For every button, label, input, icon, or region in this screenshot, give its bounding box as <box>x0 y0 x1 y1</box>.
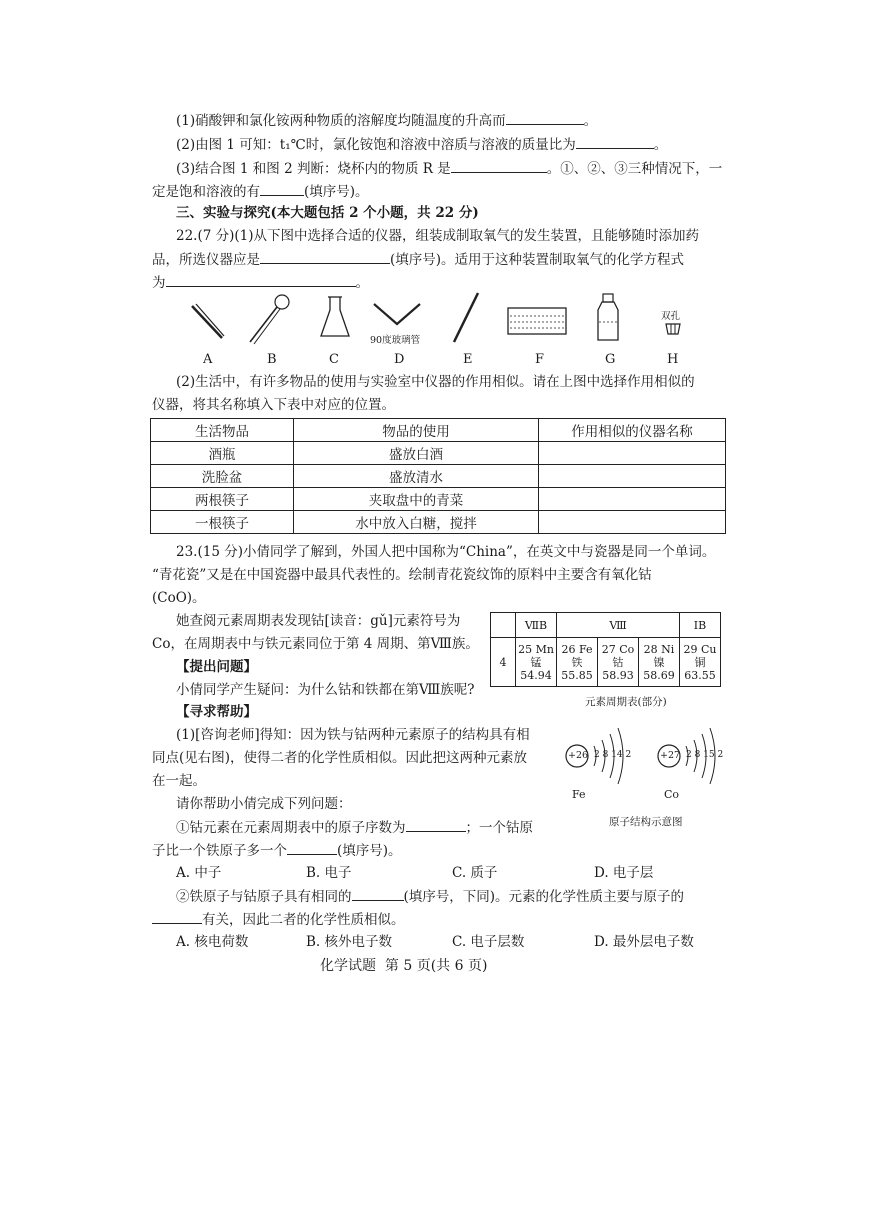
element-mass: 63.55 <box>684 668 716 682</box>
element-symbol: 25 Mn <box>518 642 554 656</box>
funnel-icon <box>246 292 294 348</box>
answer-cell[interactable] <box>539 442 726 465</box>
label-a: A <box>203 352 213 367</box>
answer-blank[interactable] <box>406 817 466 832</box>
element-cell <box>680 638 721 687</box>
element-mass: 58.69 <box>643 668 675 682</box>
table-row <box>151 442 726 465</box>
group-cell: Ⅷ <box>557 613 680 638</box>
glass-tube-label: 90度玻璃管 <box>370 335 421 346</box>
tweezers-icon <box>188 300 228 346</box>
table-header-row <box>151 419 726 442</box>
q21-text-1: (1)硝酸钾和氯化铵两种物质的溶解度均随温度的升高而 <box>176 113 506 129</box>
section-heading: 三、实验与探究(本大题包括 2 个小题，共 22 分) <box>176 205 479 221</box>
element-symbol: 29 Cu <box>683 642 717 656</box>
q23-line9: 在一起。 <box>152 773 206 789</box>
answer-blank[interactable] <box>506 110 584 125</box>
element-cell <box>598 638 639 687</box>
element-symbol: 27 Co <box>601 642 635 656</box>
stopper-label: 双孔 <box>661 311 681 322</box>
q23-text-11: ①钴元素在元素周期表中的原子序数为 <box>176 820 406 836</box>
q23-line4: 她查阅元素周期表发现钴[读音：gǔ]元素符号为 <box>176 613 461 629</box>
q21-text-3: (3)结合图 1 和图 2 判断：烧杯内的物质 R 是 <box>176 161 451 177</box>
element-name: 锰 <box>530 655 542 669</box>
glass-rod-icon <box>448 290 484 346</box>
fe-shells: 2 8 14 2 <box>594 750 632 760</box>
answer-blank[interactable] <box>287 840 337 855</box>
table-cell: 两根筷子 <box>151 488 294 511</box>
element-cell <box>516 638 557 687</box>
periodic-table-caption: 元素周期表(部分) <box>585 696 667 708</box>
items-table <box>150 418 726 534</box>
q22-line3 <box>152 272 369 293</box>
table-row <box>151 488 726 511</box>
q21-text-4: 定是饱和溶液的有 <box>152 184 260 200</box>
label-g: G <box>605 352 616 367</box>
table-header: 生活物品 <box>151 419 294 442</box>
answer-blank[interactable] <box>576 134 654 149</box>
answer-blank[interactable] <box>152 909 202 924</box>
answer-blank[interactable] <box>352 886 404 901</box>
two-hole-stopper-icon <box>664 322 682 336</box>
q22-text-2-end: (填序号)。适用于这种装置制取氧气的化学方程式 <box>390 252 685 268</box>
q22-text-3: 为 <box>152 275 166 291</box>
q23-text-14-end: 有关，因此二者的化学性质相似。 <box>202 912 405 928</box>
option-1a: A. 中子 <box>176 865 222 881</box>
answer-blank[interactable] <box>166 272 356 287</box>
co-shells: 2 8 15 2 <box>686 750 724 760</box>
q22-line1: 22.(7 分)(1)从下图中选择合适的仪器，组装成制取氧气的发生装置，且能够随时添加药 <box>176 228 700 244</box>
atom-diagram-caption: 原子结构示意图 <box>609 816 683 828</box>
table-cell: 夹取盘中的青菜 <box>294 488 539 511</box>
answer-cell[interactable] <box>539 511 726 534</box>
q22-text-3-end: 。 <box>355 275 369 291</box>
q23-line1: 23.(15 分)小倩同学了解到，外国人把中国称为“China”，在英文中与瓷器是同一个单词。 <box>176 544 716 560</box>
group-cell: ⅦB <box>516 613 557 638</box>
element-mass: 58.93 <box>602 668 634 682</box>
table-cell: 一根筷子 <box>151 511 294 534</box>
table-cell: 盛放清水 <box>294 465 539 488</box>
q23-line12 <box>152 840 402 861</box>
fe-nucleus: +26 <box>568 750 589 761</box>
page-footer: 化学试题 第 5 页(共 6 页) <box>320 958 488 974</box>
option-2c: C. 电子层数 <box>452 934 525 950</box>
conical-flask-icon <box>318 294 352 342</box>
q23-line14 <box>152 909 405 930</box>
table-cell: 酒瓶 <box>151 442 294 465</box>
q23-text-11-end: ；一个钴原 <box>465 820 533 836</box>
option-1d: D. 电子层 <box>594 865 654 881</box>
q23-line11 <box>176 817 533 838</box>
element-name: 铜 <box>694 655 706 669</box>
label-c: C <box>329 352 339 367</box>
table-row <box>151 465 726 488</box>
element-row <box>491 638 721 687</box>
water-trough-icon <box>506 306 568 336</box>
answer-blank[interactable] <box>451 158 547 173</box>
q23-line2: “青花瓷”又是在中国瓷器中最具代表性的。绘制青花瓷纹饰的原料中主要含有氧化钴 <box>152 567 652 583</box>
q23-text-13: ②铁原子与钴原子具有相同的 <box>176 889 352 905</box>
q21-line4 <box>152 181 369 202</box>
q23-text-12: 子比一个铁原子多一个 <box>152 843 287 859</box>
element-name: 钴 <box>612 655 624 669</box>
periodic-table <box>490 612 721 687</box>
table-header: 物品的使用 <box>294 419 539 442</box>
element-mass: 55.85 <box>561 668 593 682</box>
period-cell: 4 <box>491 638 516 687</box>
fe-label: Fe <box>572 788 586 801</box>
label-h: H <box>667 352 679 367</box>
q23-text-12-end: (填序号)。 <box>337 843 402 859</box>
q23-text-13-end: (填序号，下同)。元素的化学性质主要与原子的 <box>403 889 685 905</box>
element-name: 铁 <box>571 655 583 669</box>
element-cell <box>557 638 598 687</box>
option-2a: A. 核电荷数 <box>176 934 249 950</box>
q23-line3: (CoO)。 <box>152 590 206 606</box>
q23-line6: 小倩同学产生疑问：为什么钴和铁都在第Ⅷ族呢? <box>176 682 475 698</box>
q21-line2 <box>176 134 667 155</box>
heading-help: 【寻求帮助】 <box>176 704 257 720</box>
q22-p2-line2: 仪器，将其名称填入下表中对应的位置。 <box>152 397 395 413</box>
element-name: 镍 <box>653 655 665 669</box>
element-symbol: 28 Ni <box>643 642 675 656</box>
label-d: D <box>394 352 405 367</box>
group-cell: ⅠB <box>680 613 721 638</box>
label-b: B <box>267 352 277 367</box>
option-2d: D. 最外层电子数 <box>594 934 694 950</box>
option-2b: B. 核外电子数 <box>306 934 393 950</box>
q21-text-4-end: (填序号)。 <box>304 184 369 200</box>
q23-line7: (1)[咨询老师]得知：因为铁与钴两种元素原子的结构具有相 <box>176 727 530 743</box>
q21-text-2: (2)由图 1 可知：t₁℃时，氯化铵饱和溶液中溶质与溶液的质量比为 <box>176 137 576 153</box>
option-1c: C. 质子 <box>452 865 498 881</box>
heading-question: 【提出问题】 <box>176 659 257 675</box>
answer-cell[interactable] <box>539 488 726 511</box>
answer-blank[interactable] <box>260 249 390 264</box>
option-1b: B. 电子 <box>306 865 352 881</box>
q21-line3 <box>176 158 722 179</box>
group-row <box>491 613 721 638</box>
element-cell <box>639 638 680 687</box>
q23-line10: 请你帮助小倩完成下列问题： <box>176 796 352 812</box>
table-header: 作用相似的仪器名称 <box>539 419 726 442</box>
reagent-bottle-icon <box>594 292 622 344</box>
q22-p2-line1: (2)生活中，有许多物品的使用与实验室中仪器的作用相似。请在上图中选择作用相似的 <box>176 374 695 390</box>
element-mass: 54.94 <box>520 668 552 682</box>
label-e: E <box>463 352 473 367</box>
q21-text-3-end: 。①、②、③三种情况下，一 <box>546 161 723 177</box>
table-row <box>151 511 726 534</box>
co-label: Co <box>664 788 680 801</box>
answer-cell[interactable] <box>539 465 726 488</box>
co-nucleus: +27 <box>660 750 681 761</box>
answer-blank[interactable] <box>260 181 304 196</box>
table-cell: 洗脸盆 <box>151 465 294 488</box>
q22-line2 <box>152 249 684 270</box>
bent-glass-tube-icon <box>372 300 422 328</box>
q22-text-2: 品，所选仪器应是 <box>152 252 260 268</box>
q23-line5: Co，在周期表中与铁元素同位于第 4 周期、第Ⅷ族。 <box>152 636 479 652</box>
q21-text-2-end: 。 <box>653 137 668 153</box>
element-symbol: 26 Fe <box>561 642 593 656</box>
corner-cell <box>491 613 516 638</box>
label-f: F <box>535 352 545 367</box>
q23-line13 <box>176 886 684 907</box>
table-cell: 水中放入白糖，搅拌 <box>294 511 539 534</box>
q23-line8: 同点(见右图)，使得二者的化学性质相似。因此把这两种元素放 <box>152 750 528 766</box>
q21-text-1-end: 。 <box>583 113 598 129</box>
table-cell: 盛放白酒 <box>294 442 539 465</box>
q21-line1 <box>176 110 597 131</box>
